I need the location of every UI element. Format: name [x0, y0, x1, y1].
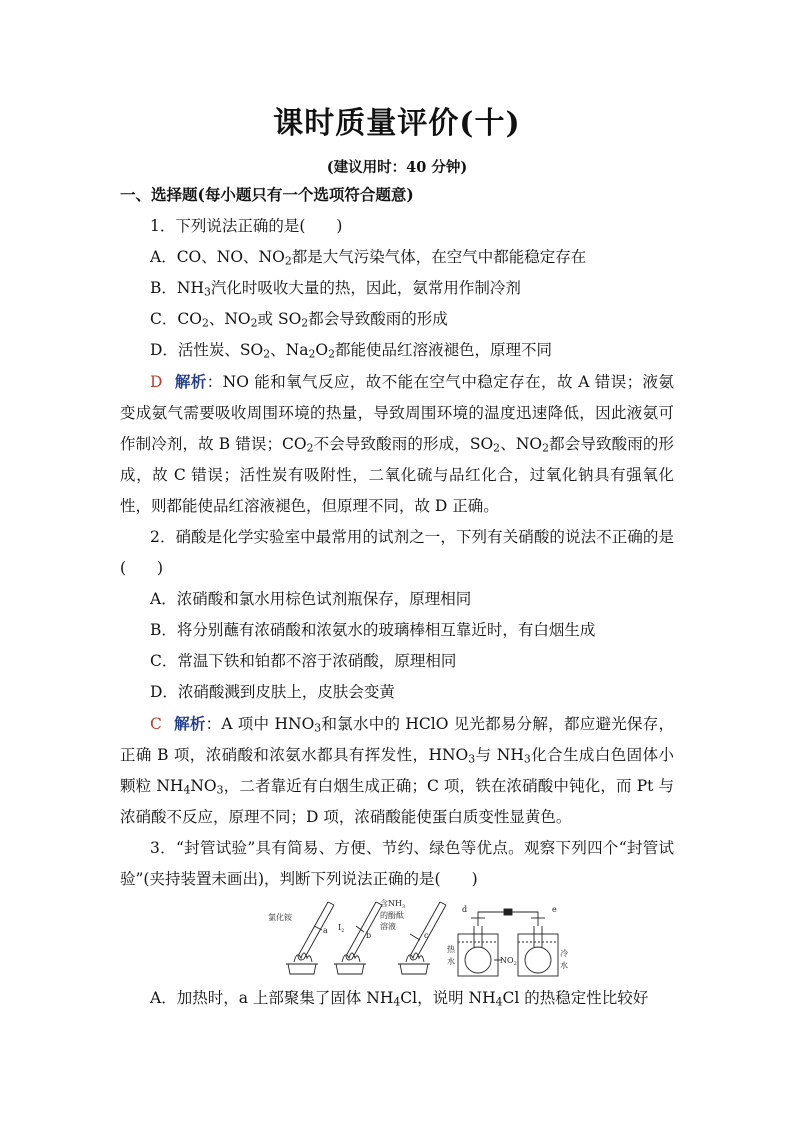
q2-option-a: A．浓硝酸和氯水用棕色试剂瓶保存，原理相同 — [150, 590, 472, 608]
q1-explanation: D 解析：NO 能和氧气反应，故不能在空气中稳定存在，故 A 错误；液氨变成氨气需要吸收周围环境的热量，导致周围环境的温度迅速降低，因此液氨可作制冷剂，故 B 错误；$CO_2$不会导致酸雨的形成，$SO_2$、$NO_2$都会导致酸雨的形成，故 C 错误；活性炭有吸附性，二氧化硫与品红化合，过氧化钠具有强氧化性，则都能使品红溶液褪色，但原理不同，故 D 正确。 — [120, 372, 675, 515]
label-nh3-solution-2: 的酚酞 — [380, 911, 404, 920]
q2-option-c: C．常温下铁和铂都不溶于浓硝酸，原理相同 — [150, 652, 457, 670]
q1-option-a: A．CO、NO、$NO_2$都是大气污染气体，在空气中都能稳定存在 — [150, 248, 587, 268]
label-c: c — [424, 931, 429, 940]
q1-option-d: D．活性炭、$SO_2$、$Na_2O_2$都能使品红溶液褪色，原理不同 — [150, 341, 553, 361]
q2-option-b: B．将分别蘸有浓硝酸和浓氨水的玻璃棒相互靠近时，有白烟生成 — [150, 621, 596, 639]
time-suggestion: (建议用时：40 分钟) — [326, 159, 468, 176]
label-cold-2: 水 — [560, 961, 568, 970]
q1-option-c: C．$CO_2$、$NO_2$或 $SO_2$都会导致酸雨的形成 — [150, 310, 448, 330]
tube-c-apparatus — [398, 902, 446, 974]
q1-stem: 1．下列说法正确的是( ) — [150, 217, 343, 235]
label-e: e — [552, 905, 557, 914]
label-hot-1: 热 — [447, 945, 455, 954]
label-nh3-solution-1: 含$NH_3$ — [380, 899, 406, 910]
section-heading: 一、选择题(每小题只有一个选项符合题意) — [120, 185, 414, 204]
sealed-tube-experiment-figure — [268, 898, 568, 980]
label-d: d — [462, 905, 468, 914]
q2-stem: 2．硝酸是化学实验室中最常用的试剂之一，下列有关硝酸的说法不正确的是( ) — [120, 528, 674, 577]
label-hot-2: 水 — [447, 957, 455, 966]
label-iodine: $I_2$ — [338, 923, 345, 934]
label-cold-1: 冷 — [560, 949, 568, 958]
q1-answer: D — [150, 373, 163, 391]
q2-jiexi-label: 解析 — [173, 714, 206, 733]
label-ammonium-chloride: 氯化铵 — [268, 913, 292, 922]
no2-flasks-apparatus — [458, 909, 558, 976]
q1-option-b: B．$NH_3$汽化时吸收大量的热，因此，氨常用作制冷剂 — [150, 279, 521, 299]
q2-option-d: D．浓硝酸溅到皮肤上，皮肤会变黄 — [150, 683, 395, 701]
label-no2: $NO_2$ — [500, 956, 517, 967]
tube-a-apparatus — [286, 902, 334, 974]
q3-stem: 3．“封管试验”具有简易、方便、节约、绿色等优点。观察下列四个“封管试验”(夹持装置未画出)，判断下列说法正确的是( ) — [120, 839, 674, 888]
q3-option-a: A．加热时，a 上部聚集了固体 $NH_4Cl$，说明 $NH_4Cl$ 的热稳定性比较好 — [150, 989, 649, 1009]
label-a: a — [323, 926, 328, 935]
page-title: 课时质量评价(十) — [273, 106, 521, 141]
q2-explanation: C 解析：A 项中 $HNO_3$和氯水中的 HClO 见光都易分解，都应避光保存，正确 B 项，浓硝酸和浓氨水都具有挥发性，$HNO_3$与 $NH_3$化合生成白色固体小颗粒 $NH_4NO_3$，二者靠近有白烟生成正确；C 项，铁在浓硝酸中钝化，而 Pt 与浓硝酸不反应，原理不同；D 项，浓硝酸能使蛋白质变性显黄色。 — [120, 714, 674, 826]
q1-jiexi-label: 解析 — [174, 372, 207, 391]
q2-answer: C — [150, 715, 162, 733]
tube-b-apparatus — [334, 902, 382, 974]
label-nh3-solution-3: 溶液 — [380, 922, 396, 931]
label-b: b — [366, 931, 372, 940]
